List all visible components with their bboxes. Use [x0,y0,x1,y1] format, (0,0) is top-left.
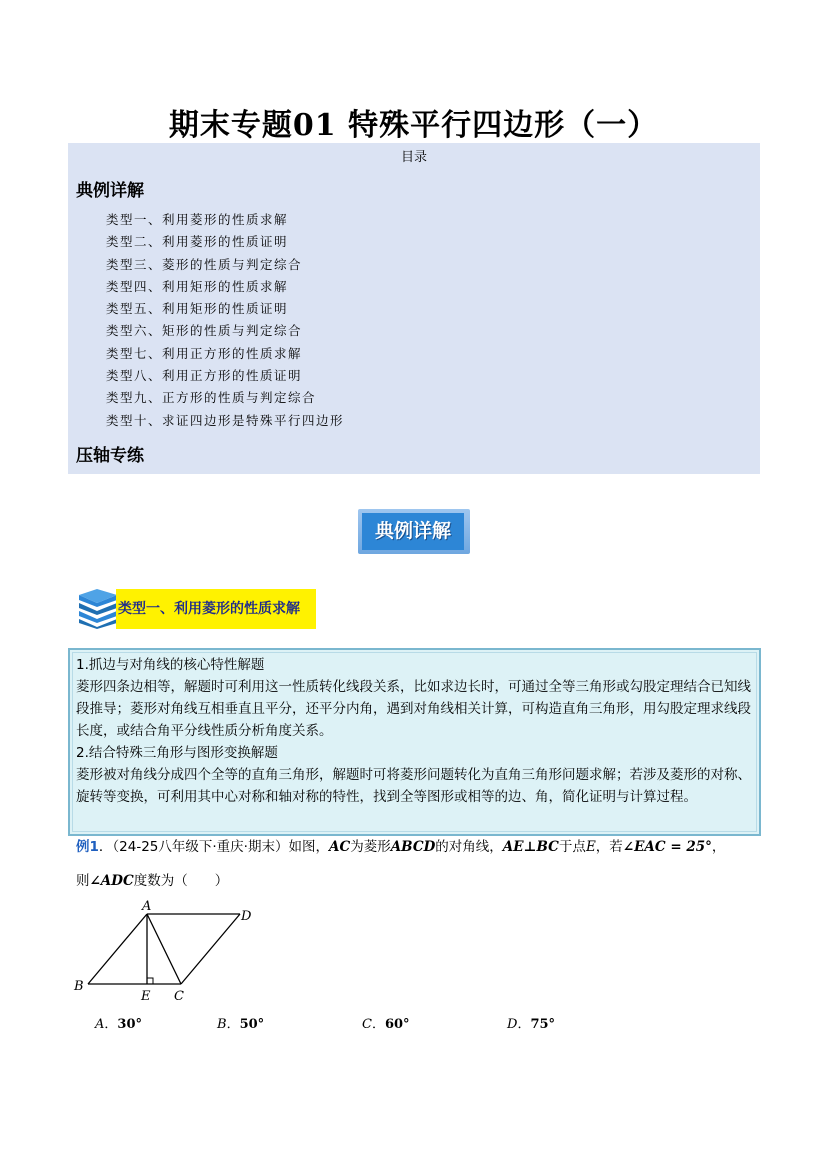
right-angle-mark [147,978,153,984]
choice-b[interactable]: B．50° [217,1017,265,1032]
example-text: 为菱形 [350,839,391,855]
type-heading-text: 类型一、利用菱形的性质求解 [118,601,300,617]
choice-letter: B [217,1017,227,1032]
example-text: ，若 [595,839,623,855]
toc-item[interactable]: 类型九、正方形的性质与判定综合 [106,390,317,406]
tip-line: 1.抓边与对角线的核心特性解题 [76,657,265,673]
choice-letter: A [95,1017,105,1032]
example-text: 的对角线， [435,839,503,855]
example-source: ．（24-25八年级下·重庆·期末）如图， [98,839,329,855]
books-icon [75,589,119,629]
label-e: E [141,989,151,1004]
toc-item[interactable]: 类型三、菱形的性质与判定综合 [106,256,303,272]
example-text: 于点 [558,839,586,855]
toc-item[interactable]: 类型二、利用菱形的性质证明 [106,234,289,250]
choice-value: 75° [530,1017,556,1032]
label-a: A [142,899,152,914]
section-badge [358,509,470,554]
example-question [76,836,766,858]
math-angle-adc: ∠ADC [89,873,134,889]
method-tips-box [68,648,761,836]
page-title: 期末专题01 特殊平行四边形（一） [168,108,659,143]
toc-list [106,209,344,432]
rhombus-figure [70,896,270,1004]
side-dc [181,914,240,984]
toc-item[interactable]: 类型一、利用菱形的性质求解 [106,212,289,227]
toc-item[interactable]: 类型五、利用矩形的性质证明 [106,301,289,317]
toc-item[interactable]: 类型十、求证四边形是特殊平行四边形 [106,412,345,428]
table-of-contents [68,143,760,474]
label-b: B [74,979,84,994]
choice-value: 30° [117,1017,142,1032]
diagonal-ac [147,914,181,984]
example-text: ， [711,839,726,855]
badge-dots-decoration [366,507,386,511]
tip-line: 菱形四条边相等，解题时可利用这一性质转化线段关系，比如求边长时，可通过全等三角形或勾股定理结合已知线段推导；菱形对角线互相垂直且平分，还平分内角，遇到对角线相关计算，可构造直角三角形，用勾股定理求线段长度，或结合角平分线性质分析角度关系。 [76,679,751,739]
toc-item[interactable]: 类型六、矩形的性质与判定综合 [106,323,303,339]
example-text: 度数为（ ） [133,873,229,889]
choice-value: 60° [384,1017,410,1032]
label-d: D [241,909,252,924]
example-text: 则 [76,873,90,889]
answer-choices [95,1013,615,1033]
side-ab [88,914,147,984]
choice-a[interactable]: A．30° [95,1017,142,1032]
choice-c[interactable]: C．60° [362,1017,410,1032]
tip-line: 2.结合特殊三角形与图形变换解题 [76,745,278,761]
math-angle-eac: ∠EAC = 25° [622,839,712,855]
toc-section-challenge[interactable]: 压轴专练 [76,446,144,466]
example-label: 例1 [76,839,99,855]
math-perp: AE⊥BC [502,839,559,855]
math-abcd: ABCD [390,839,436,855]
toc-item[interactable]: 类型四、利用矩形的性质求解 [106,278,289,294]
choice-value: 50° [239,1017,265,1032]
toc-section-examples[interactable]: 典例详解 [76,181,144,201]
toc-heading: 目录 [400,150,427,165]
math-ac: AC [328,839,351,855]
example-question-line2 [76,869,228,889]
type-heading [116,589,316,629]
choice-letter: D [507,1017,518,1032]
toc-item[interactable]: 类型七、利用正方形的性质求解 [106,345,303,361]
math-e: E [585,839,596,855]
tip-line: 菱形被对角线分成四个全等的直角三角形，解题时可将菱形问题转化为直角三角形问题求解；若涉及菱形的对称、旋转等变换，可利用其中心对称和轴对称的特性，找到全等图形或相等的边、角，简化证明与计算过程。 [76,767,751,805]
section-badge-label: 典例详解 [362,513,464,550]
toc-item[interactable]: 类型八、利用正方形的性质证明 [106,368,303,384]
label-c: C [174,989,184,1004]
choice-d[interactable]: D．75° [507,1017,556,1032]
choice-letter: C [362,1017,372,1032]
